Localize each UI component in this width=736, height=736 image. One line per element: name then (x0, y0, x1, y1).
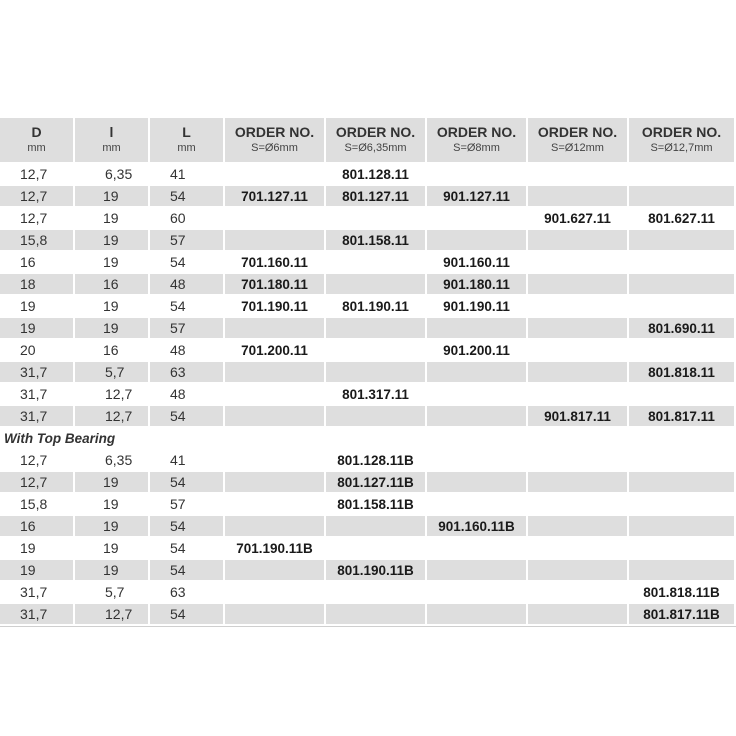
table-cell (528, 362, 627, 382)
table-cell: 701.200.11 (241, 342, 308, 358)
table-cell (427, 230, 526, 250)
table-cell: 801.818.11 (629, 362, 734, 382)
table-cell: 19 (0, 318, 73, 338)
table-cell (225, 406, 324, 426)
table-cell: 801.158.11 (326, 230, 425, 250)
table-cell: 701.190.11 (241, 298, 308, 314)
table-cell: 901.180.11 (427, 274, 526, 294)
header-cell-order-8mm: ORDER NO. S=Ø8mm (427, 118, 526, 162)
section-label-top-bearing: With Top Bearing (4, 430, 116, 446)
table-cell: 57 (150, 318, 223, 338)
table-cell: 20 (20, 342, 36, 358)
table-cell: 54 (170, 298, 186, 314)
table-cell (225, 604, 324, 624)
table-cell: 60 (170, 210, 186, 226)
table-cell (528, 450, 627, 470)
table-cell: 901.200.11 (443, 342, 510, 358)
table-cell (528, 230, 627, 250)
table-cell: 31,7 (0, 406, 73, 426)
table-cell (326, 538, 425, 558)
table-row (0, 230, 736, 250)
table-cell: 48 (170, 342, 186, 358)
table-cell: 18 (0, 274, 73, 294)
table-cell: 701.127.11 (225, 186, 324, 206)
table-cell (427, 472, 526, 492)
table-cell: 19 (103, 298, 119, 314)
table-cell: 801.127.11 (326, 186, 425, 206)
table-cell (629, 274, 734, 294)
table-row (0, 252, 736, 272)
table-cell: 16 (20, 254, 36, 270)
table-cell (629, 384, 734, 404)
table-cell: 801.627.11 (648, 210, 715, 226)
table-row (0, 186, 736, 206)
table-cell (528, 582, 627, 602)
table-cell: 6,35 (105, 452, 133, 468)
table-cell: 31,7 (0, 362, 73, 382)
table-cell: 901.160.11B (427, 516, 526, 536)
table-cell (427, 582, 526, 602)
table-cell: 12,7 (75, 406, 148, 426)
table-cell: 701.160.11 (241, 254, 308, 270)
table-cell: 54 (150, 472, 223, 492)
table-cell (528, 604, 627, 624)
table-cell (528, 538, 627, 558)
table-cell: 801.127.11B (326, 472, 425, 492)
table-row (0, 274, 736, 294)
table-cell (326, 582, 425, 602)
table-cell (326, 252, 425, 272)
table-body-standard (0, 164, 736, 426)
table-cell: 16 (103, 342, 119, 358)
table-cell (225, 208, 324, 228)
table-cell: 5,7 (75, 362, 148, 382)
table-cell: 54 (150, 186, 223, 206)
table-cell (528, 318, 627, 338)
table-cell: 12,7 (105, 386, 133, 402)
table-cell (225, 516, 324, 536)
table-cell (528, 494, 627, 514)
table-cell (225, 318, 324, 338)
table-cell (225, 494, 324, 514)
table-cell (427, 318, 526, 338)
table-row (0, 208, 736, 228)
table-cell: 19 (103, 496, 119, 512)
table-cell: 12,7 (0, 472, 73, 492)
table-cell (326, 604, 425, 624)
header-cell-order-12mm: ORDER NO. S=Ø12mm (528, 118, 627, 162)
table-cell: 801.128.11 (342, 166, 409, 182)
table-row (0, 516, 736, 536)
table-cell: 54 (170, 540, 186, 556)
table-bottom-rule (0, 626, 736, 627)
table-cell: 19 (75, 318, 148, 338)
table-cell: 19 (75, 230, 148, 250)
table-cell: 54 (150, 560, 223, 580)
table-cell: 16 (0, 516, 73, 536)
table-cell (225, 450, 324, 470)
table-cell: 6,35 (105, 166, 133, 182)
table-cell (629, 164, 734, 184)
table-cell: 12,7 (20, 210, 48, 226)
table-cell (528, 274, 627, 294)
table-cell: 19 (75, 186, 148, 206)
table-cell: 801.190.11 (342, 298, 409, 314)
order-table (0, 118, 736, 627)
table-cell: 63 (170, 584, 186, 600)
table-row (0, 164, 736, 184)
table-cell: 901.127.11 (427, 186, 526, 206)
table-cell: 901.817.11 (528, 406, 627, 426)
table-cell (528, 252, 627, 272)
table-cell (427, 494, 526, 514)
table-cell (629, 186, 734, 206)
table-cell: 54 (150, 406, 223, 426)
table-row (0, 604, 736, 624)
table-cell (528, 296, 627, 316)
table-cell (326, 274, 425, 294)
table-cell (629, 472, 734, 492)
table-cell (427, 450, 526, 470)
table-cell (225, 472, 324, 492)
table-cell: 41 (170, 452, 186, 468)
table-cell: 19 (0, 560, 73, 580)
table-cell: 41 (170, 166, 186, 182)
table-row (0, 472, 736, 492)
table-cell (326, 318, 425, 338)
table-cell: 54 (150, 604, 223, 624)
table-cell: 19 (20, 298, 36, 314)
table-row (0, 384, 736, 404)
table-cell: 31,7 (0, 604, 73, 624)
table-row (0, 362, 736, 382)
table-cell (427, 604, 526, 624)
table-cell: 57 (150, 230, 223, 250)
table-row (0, 494, 736, 514)
table-cell: 801.317.11 (342, 386, 409, 402)
table-cell: 701.180.11 (225, 274, 324, 294)
table-cell (528, 340, 627, 360)
table-cell (528, 560, 627, 580)
table-cell (326, 340, 425, 360)
table-row (0, 538, 736, 558)
table-cell (427, 406, 526, 426)
table-cell (528, 472, 627, 492)
table-header (0, 118, 736, 162)
table-cell: 901.190.11 (443, 298, 510, 314)
table-cell: 801.818.11B (643, 584, 720, 600)
table-cell: 15,8 (20, 496, 48, 512)
table-cell: 12,7 (20, 166, 48, 182)
table-cell (326, 362, 425, 382)
table-cell (326, 406, 425, 426)
table-row (0, 582, 736, 602)
table-cell: 12,7 (0, 186, 73, 206)
table-cell (427, 208, 526, 228)
header-cell-order-6-35mm: ORDER NO. S=Ø6,35mm (326, 118, 425, 162)
table-row (0, 340, 736, 360)
table-cell: 801.817.11 (629, 406, 734, 426)
table-cell (326, 516, 425, 536)
table-cell: 801.190.11B (326, 560, 425, 580)
table-cell (225, 164, 324, 184)
header-cell-d: D mm (0, 118, 73, 162)
table-row (0, 296, 736, 316)
table-row (0, 318, 736, 338)
table-row (0, 450, 736, 470)
table-cell: 12,7 (20, 452, 48, 468)
table-cell (427, 384, 526, 404)
table-cell (427, 164, 526, 184)
table-cell: 57 (170, 496, 186, 512)
table-cell (225, 230, 324, 250)
table-cell (629, 296, 734, 316)
table-cell: 16 (75, 274, 148, 294)
table-cell: 31,7 (20, 584, 48, 600)
table-cell (629, 450, 734, 470)
table-cell: 801.158.11B (337, 496, 414, 512)
table-cell (225, 582, 324, 602)
header-cell-order-6mm: ORDER NO. S=Ø6mm (225, 118, 324, 162)
table-cell: 63 (150, 362, 223, 382)
table-row (0, 406, 736, 426)
table-cell (326, 208, 425, 228)
table-cell (629, 560, 734, 580)
table-cell: 54 (150, 516, 223, 536)
table-cell (225, 362, 324, 382)
table-cell: 48 (170, 386, 186, 402)
table-cell: 901.160.11 (443, 254, 510, 270)
table-cell: 801.817.11B (629, 604, 734, 624)
table-cell: 31,7 (20, 386, 48, 402)
table-cell (629, 538, 734, 558)
header-cell-l-small: l mm (75, 118, 148, 162)
table-cell: 801.690.11 (629, 318, 734, 338)
table-cell (528, 186, 627, 206)
table-cell: 901.627.11 (544, 210, 611, 226)
table-cell (427, 538, 526, 558)
table-cell: 15,8 (0, 230, 73, 250)
table-cell: 54 (170, 254, 186, 270)
table-cell (629, 340, 734, 360)
header-cell-l-total: L mm (150, 118, 223, 162)
table-cell (225, 560, 324, 580)
table-cell (629, 230, 734, 250)
table-cell (528, 516, 627, 536)
table-cell: 19 (20, 540, 36, 556)
table-cell: 5,7 (105, 584, 125, 600)
table-cell: 19 (75, 472, 148, 492)
header-cell-order-12-7mm: ORDER NO. S=Ø12,7mm (629, 118, 734, 162)
table-cell (427, 560, 526, 580)
table-cell: 19 (103, 540, 119, 556)
table-cell (427, 362, 526, 382)
table-cell: 19 (103, 254, 119, 270)
table-cell (629, 494, 734, 514)
table-cell: 19 (75, 560, 148, 580)
table-cell: 19 (75, 516, 148, 536)
table-row (0, 560, 736, 580)
table-body-top-bearing (0, 450, 736, 624)
table-cell: 48 (150, 274, 223, 294)
table-cell (629, 252, 734, 272)
table-cell (528, 384, 627, 404)
table-cell: 701.190.11B (236, 540, 313, 556)
table-cell: 19 (103, 210, 119, 226)
table-cell (629, 516, 734, 536)
table-cell: 801.128.11B (337, 452, 414, 468)
table-cell: 12,7 (75, 604, 148, 624)
table-cell (528, 164, 627, 184)
table-cell (225, 384, 324, 404)
